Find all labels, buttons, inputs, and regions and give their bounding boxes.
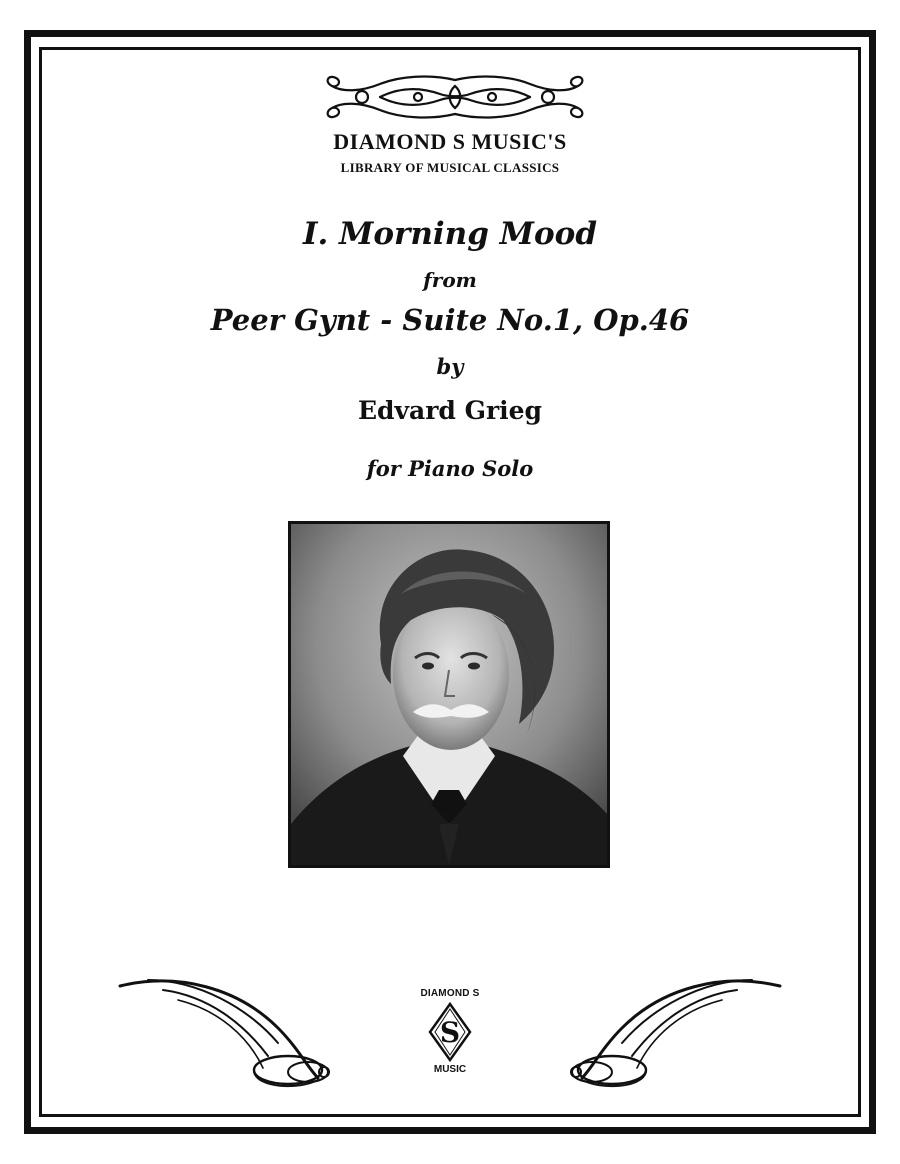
composer-name: Edvard Grieg — [357, 396, 543, 425]
publisher-name: DIAMOND S MUSIC'S — [333, 129, 567, 154]
publisher-logo — [412, 988, 488, 1084]
piece-title: I. Morning Mood — [302, 216, 598, 252]
bottom-left-flourish — [118, 968, 338, 1093]
composer-portrait — [288, 521, 610, 868]
top-ornament-flourish — [320, 72, 590, 122]
portrait-photo-illustration — [291, 524, 607, 865]
by-label: by — [436, 354, 464, 379]
logo-bottom-text: MUSIC — [433, 1064, 467, 1075]
publisher-series: LIBRARY OF MUSICAL CLASSICS — [340, 160, 560, 175]
logo-emblem — [428, 1002, 472, 1062]
from-label: from — [423, 268, 477, 292]
work-title: Peer Gynt - Suite No.1, Op.46 — [210, 303, 690, 337]
logo-top-text: DIAMOND S — [420, 988, 480, 999]
instrumentation: for Piano Solo — [366, 456, 534, 481]
bottom-right-flourish — [562, 968, 782, 1093]
logo-letter: S — [439, 1016, 461, 1049]
